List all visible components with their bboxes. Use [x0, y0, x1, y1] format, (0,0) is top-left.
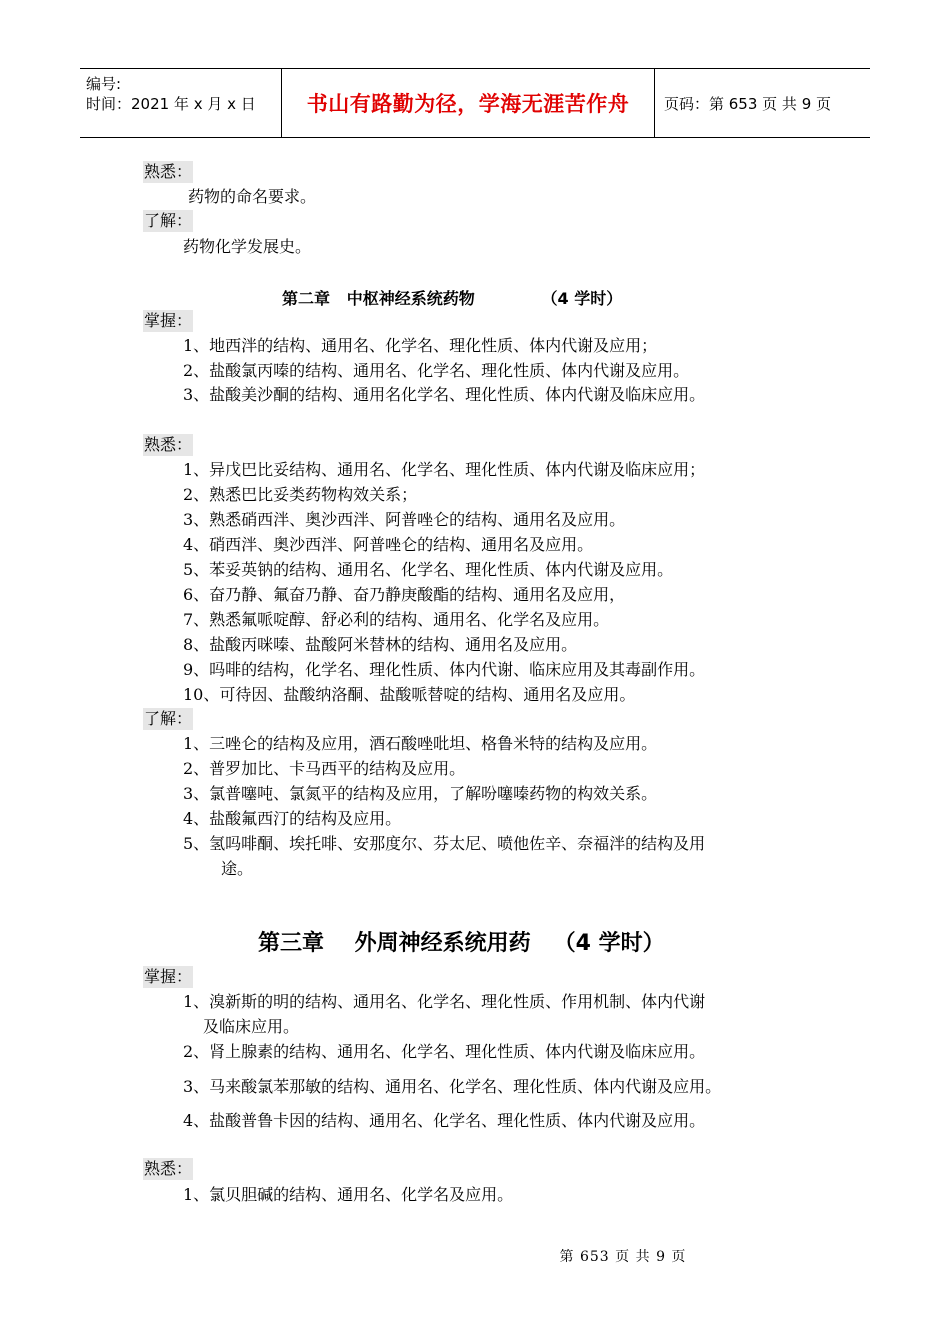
ch2-understand-label: 了解： — [144, 709, 193, 728]
list-item: 3、马来酸氯苯那敏的结构、通用名、化学名、理化性质、体内代谢及应用。 — [183, 1077, 722, 1096]
header-info-cell — [80, 69, 282, 137]
list-item: 2、熟悉巴比妥类药物构效关系； — [183, 485, 418, 504]
list-item: 4、硝西泮、奥沙西泮、阿普唑仑的结构、通用名及应用。 — [183, 535, 594, 554]
chapter2-title: 第二章 中枢神经系统药物 （4 学时） — [282, 289, 623, 308]
ch3-master-label: 掌握： — [144, 967, 193, 986]
page-header — [80, 68, 870, 138]
header-number-label: 编号: — [86, 75, 122, 93]
list-item: 2、盐酸氯丙嗪的结构、通用名、化学名、理化性质、体内代谢及应用。 — [183, 361, 690, 380]
list-item: 5、苯妥英钠的结构、通用名、化学名、理化性质、体内代谢及应用。 — [183, 560, 674, 579]
list-item: 1、地西泮的结构、通用名、化学名、理化性质、体内代谢及应用； — [183, 336, 658, 355]
footer-page-number: 第 653 页 共 9 页 — [559, 1249, 687, 1265]
list-item: 2、普罗加比、卡马西平的结构及应用。 — [183, 759, 466, 778]
list-item: 8、盐酸丙咪嗪、盐酸阿米替林的结构、通用名及应用。 — [183, 635, 578, 654]
familiar-item: 药物的命名要求。 — [188, 187, 317, 206]
list-item: 2、肾上腺素的结构、通用名、化学名、理化性质、体内代谢及临床应用。 — [183, 1042, 706, 1061]
list-item: 10、可待因、盐酸纳洛酮、盐酸哌替啶的结构、通用名及应用。 — [183, 685, 636, 704]
page-footer — [0, 1246, 950, 1266]
understand-label: 了解： — [144, 211, 193, 230]
list-item: 1、溴新斯的明的结构、通用名、化学名、理化性质、作用机制、体内代谢 — [183, 992, 706, 1011]
list-item: 1、三唑仑的结构及应用，酒石酸唑吡坦、格鲁米特的结构及应用。 — [183, 734, 658, 753]
header-page-info: 页码：第 653 页 共 9 页 — [664, 94, 832, 113]
familiar-label: 熟悉： — [144, 162, 193, 181]
header-page-info-cell — [655, 69, 870, 137]
list-item-continuation: 及临床应用。 — [203, 1017, 300, 1036]
list-item: 3、熟悉硝西泮、奥沙西泮、阿普唑仑的结构、通用名及应用。 — [183, 510, 626, 529]
list-item: 7、熟悉氟哌啶醇、舒必利的结构、通用名、化学名及应用。 — [183, 610, 610, 629]
list-item: 4、盐酸普鲁卡因的结构、通用名、化学名、理化性质、体内代谢及应用。 — [183, 1111, 706, 1130]
understand-item: 药物化学发展史。 — [183, 237, 312, 256]
header-date: 时间：2021 年 x 月 x 日 — [86, 95, 256, 113]
list-item: 1、异戊巴比妥结构、通用名、化学名、理化性质、体内代谢及临床应用； — [183, 460, 706, 479]
list-item: 5、氢吗啡酮、埃托啡、安那度尔、芬太尼、喷他佐辛、奈福泮的结构及用 — [183, 834, 706, 853]
chapter3-title: 第三章 外周神经系统用药 （4 学时） — [258, 931, 665, 956]
list-item: 4、盐酸氟西汀的结构及应用。 — [183, 809, 402, 828]
ch3-familiar-label: 熟悉： — [144, 1159, 193, 1178]
ch2-master-label: 掌握： — [144, 311, 193, 330]
list-item-continuation: 途。 — [221, 859, 254, 878]
list-item: 6、奋乃静、氟奋乃静、奋乃静庚酸酯的结构、通用名及应用， — [183, 585, 626, 604]
list-item: 3、盐酸美沙酮的结构、通用名化学名、理化性质、体内代谢及临床应用。 — [183, 385, 706, 404]
header-motto: 书山有路勤为径，学海无涯苦作舟 — [282, 69, 655, 137]
list-item: 9、吗啡的结构，化学名、理化性质、体内代谢、临床应用及其毒副作用。 — [183, 660, 706, 679]
list-item: 1、氯贝胆碱的结构、通用名、化学名及应用。 — [183, 1185, 514, 1204]
ch2-familiar-label: 熟悉： — [144, 435, 193, 454]
list-item: 3、氯普噻吨、氯氮平的结构及应用，了解吩噻嗪药物的构效关系。 — [183, 784, 658, 803]
